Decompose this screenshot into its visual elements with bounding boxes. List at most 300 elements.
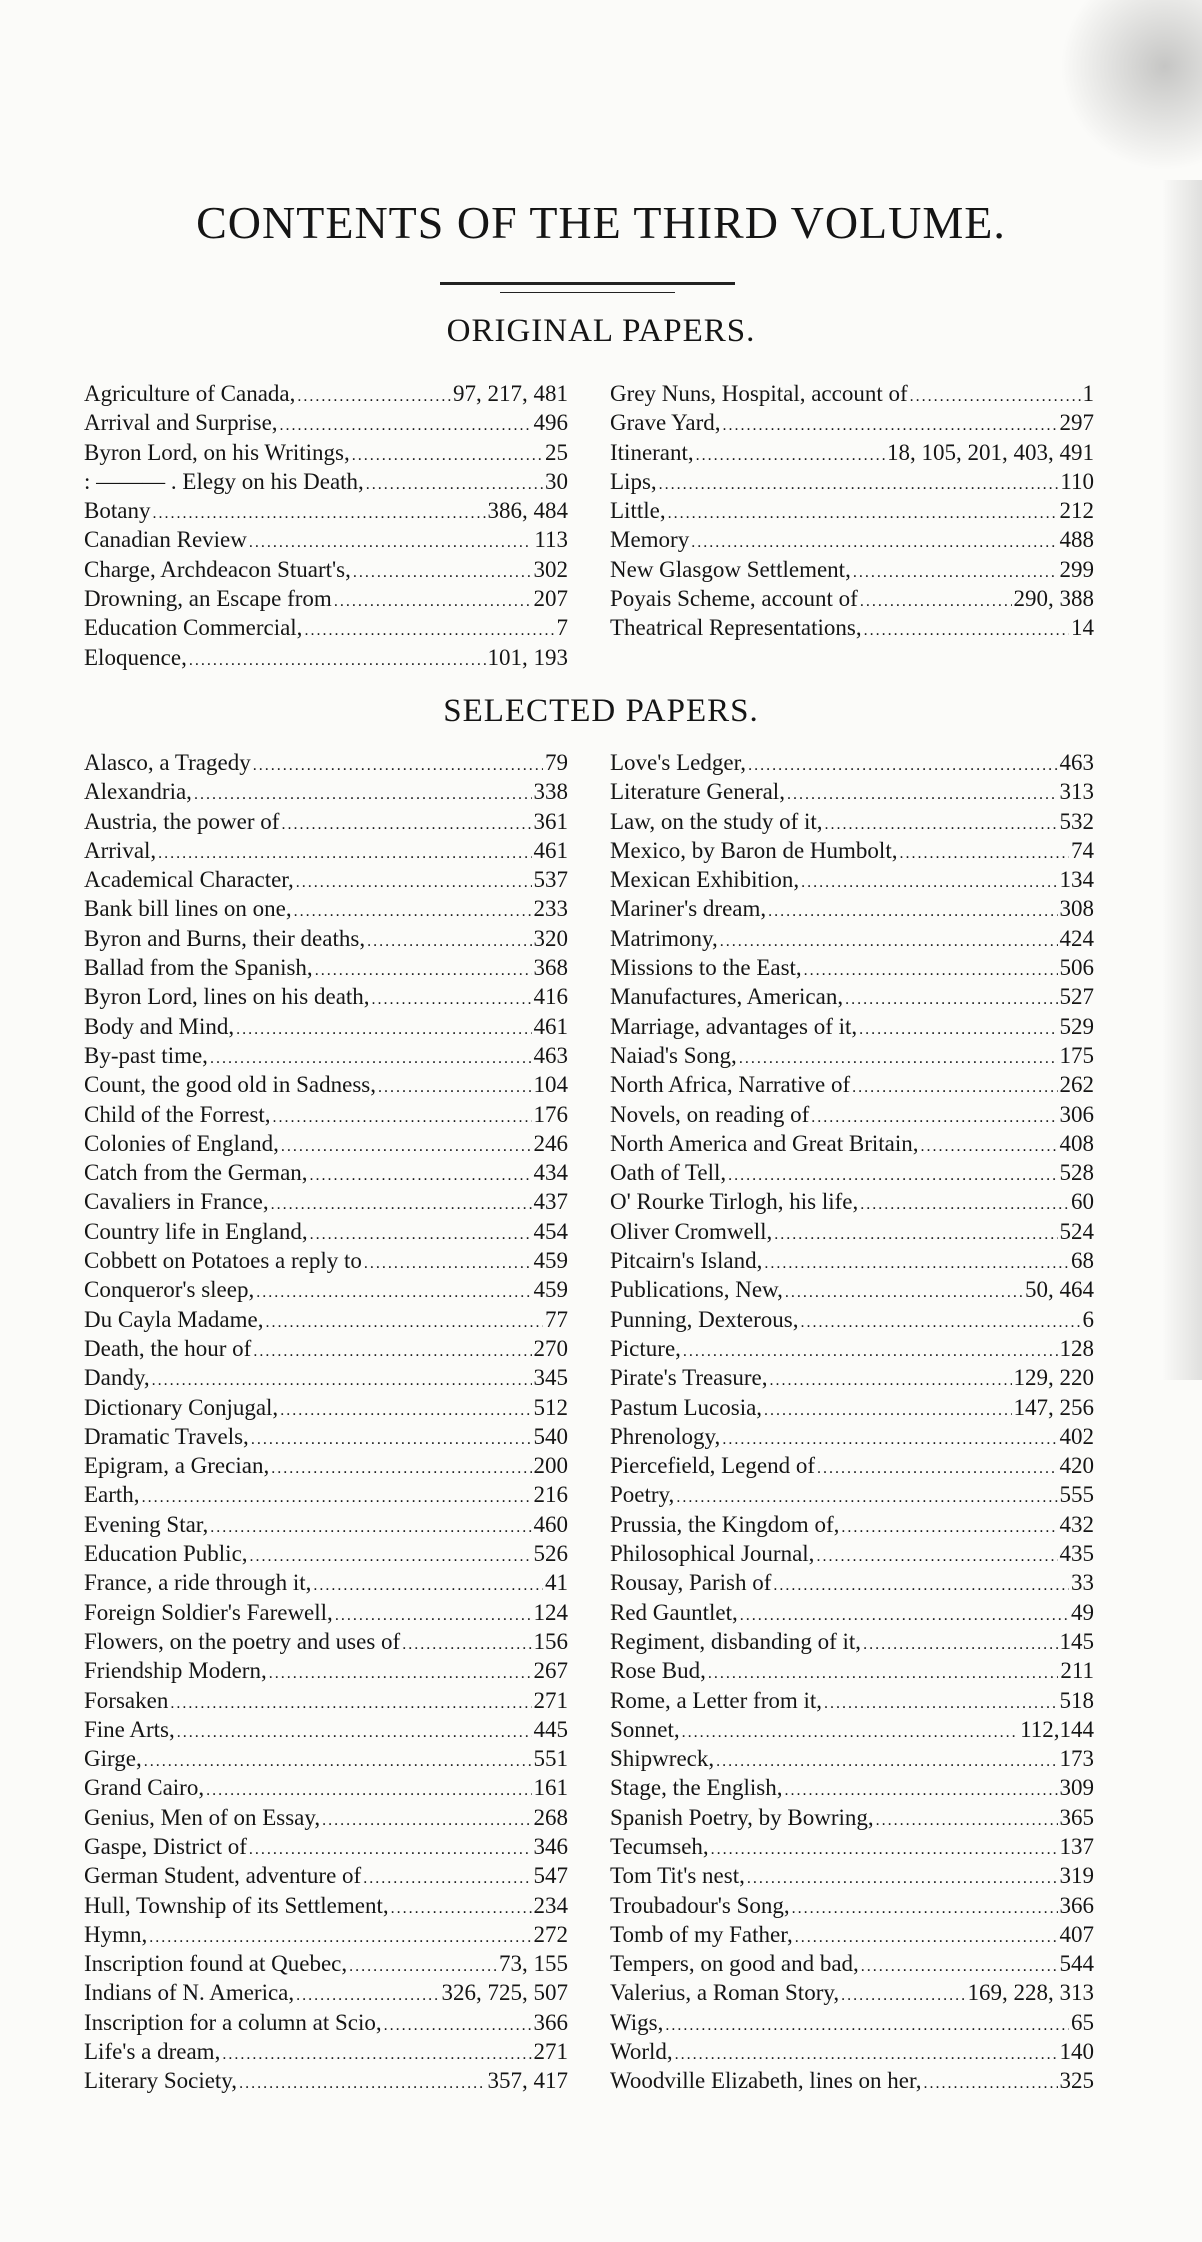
entry-pages: 25 — [545, 439, 568, 465]
dot-leader — [668, 499, 1058, 525]
dot-leader — [811, 1103, 1057, 1129]
entry-pages: 128 — [1059, 1335, 1094, 1361]
entry-pages: 437 — [533, 1189, 568, 1215]
toc-entry — [84, 982, 568, 1011]
toc-entry — [610, 1275, 1094, 1304]
entry-pages: 302 — [533, 556, 568, 582]
entry-pages: 212 — [1059, 498, 1094, 524]
entry-title: Hull, Township of its Settlement, — [84, 1892, 389, 1918]
toc-entry — [610, 1539, 1094, 1568]
entry-pages: 463 — [1059, 750, 1094, 775]
entry-title: Tempers, on good and bad, — [610, 1951, 859, 1977]
entry-pages: 424 — [1059, 925, 1094, 951]
toc-entry — [610, 2037, 1094, 2066]
entry-pages: 407 — [1059, 1921, 1094, 1947]
dot-leader — [170, 1689, 531, 1715]
entry-pages: 488 — [1059, 527, 1094, 553]
entry-title: Inscription for a column at Scio, — [84, 2009, 382, 2035]
entry-pages: 79 — [545, 750, 568, 775]
entry-title: Philosophical Journal, — [610, 1541, 815, 1567]
toc-entry — [610, 1246, 1094, 1275]
page-stain — [1052, 0, 1202, 190]
dot-leader — [310, 1220, 532, 1246]
toc-entry — [610, 496, 1094, 525]
dot-leader — [144, 1747, 532, 1773]
toc-entry — [84, 1451, 568, 1480]
entry-pages: 200 — [533, 1453, 568, 1479]
dot-leader — [281, 1132, 532, 1158]
toc-entry — [84, 1393, 568, 1422]
entry-pages: 68 — [1071, 1248, 1094, 1274]
entry-title: Theatrical Representations, — [610, 615, 862, 641]
entry-pages: 147, 256 — [1013, 1394, 1094, 1420]
page-title: CONTENTS OF THE THIRD VOLUME. — [196, 197, 1006, 248]
entry-pages: 313 — [1059, 779, 1094, 805]
entry-pages: 140 — [1059, 2039, 1094, 2065]
toc-entry — [610, 1949, 1094, 1978]
toc-entry — [610, 1568, 1094, 1597]
toc-entry — [84, 1568, 568, 1597]
entry-title: Troubadour's Song, — [610, 1892, 790, 1918]
entry-title: Piercefield, Legend of — [610, 1453, 815, 1479]
entry-pages: 73, 155 — [499, 1951, 568, 1977]
dot-leader — [315, 956, 532, 982]
entry-pages: 77 — [545, 1306, 568, 1332]
toc-entry — [84, 1246, 568, 1275]
entry-title: Country life in England, — [84, 1218, 308, 1244]
entry-title: Oliver Cromwell, — [610, 1218, 773, 1244]
toc-entry — [84, 807, 568, 836]
toc-entry — [84, 1129, 568, 1158]
toc-entry — [84, 1510, 568, 1539]
toc-entry — [84, 865, 568, 894]
toc-entry — [610, 555, 1094, 584]
entry-title: Manufactures, American, — [610, 984, 844, 1010]
entry-pages: 30 — [545, 468, 568, 494]
entry-pages: 309 — [1059, 1775, 1094, 1801]
toc-entry — [84, 1100, 568, 1129]
dot-leader — [859, 1015, 1057, 1041]
entry-title: Mexico, by Baron de Humbolt, — [610, 837, 898, 863]
dot-leader — [824, 1689, 1057, 1715]
entry-title: Dramatic Travels, — [84, 1423, 249, 1449]
entry-title: Earth, — [84, 1482, 140, 1508]
toc-entry — [610, 1627, 1094, 1656]
toc-entry — [84, 953, 568, 982]
entry-title: Missions to the East, — [610, 955, 802, 981]
entry-title: Mariner's dream, — [610, 896, 767, 922]
entry-pages: 366 — [1059, 1892, 1094, 1918]
entry-pages: 506 — [1059, 955, 1094, 981]
entry-pages: 268 — [533, 1804, 568, 1830]
entry-title: Picture, — [610, 1335, 681, 1361]
entry-title: Count, the good old in Sadness, — [84, 1072, 376, 1098]
dot-leader — [334, 587, 532, 613]
toc-entry — [84, 1422, 568, 1451]
entry-title: Law, on the study of it, — [610, 808, 823, 834]
toc-entry — [610, 1100, 1094, 1129]
entry-pages: 233 — [533, 896, 568, 922]
toc-entry — [84, 643, 568, 672]
dot-leader — [304, 616, 554, 642]
selected-papers-left-column — [84, 748, 568, 2096]
dot-leader — [152, 1366, 532, 1392]
toc-entry — [84, 1305, 568, 1334]
dot-leader — [841, 1513, 1057, 1539]
dot-leader — [720, 927, 1058, 953]
entry-title: Child of the Forrest, — [84, 1101, 271, 1127]
entry-pages: 320 — [533, 925, 568, 951]
entry-title: Byron Lord, on his Writings, — [84, 439, 350, 465]
toc-entry — [84, 894, 568, 923]
dot-leader — [910, 382, 1081, 408]
entry-title: Drowning, an Escape from — [84, 586, 332, 612]
entry-pages: 7 — [556, 615, 568, 641]
entry-title: Pirate's Treasure, — [610, 1365, 768, 1391]
toc-entry — [610, 1803, 1094, 1832]
entry-pages: 544 — [1059, 1951, 1094, 1977]
toc-entry — [610, 982, 1094, 1011]
dot-leader — [271, 1454, 531, 1480]
toc-entry — [84, 1949, 568, 1978]
toc-entry — [610, 748, 1094, 777]
dot-leader — [189, 646, 486, 672]
dot-leader — [817, 1454, 1058, 1480]
entry-title: Cobbett on Potatoes a reply to — [84, 1248, 362, 1274]
toc-entry — [84, 1832, 568, 1861]
entry-pages: 6 — [1082, 1306, 1094, 1332]
entry-pages: 74 — [1071, 837, 1094, 863]
dot-leader — [764, 1396, 1011, 1422]
entry-title: Mexican Exhibition, — [610, 867, 800, 893]
entry-pages: 319 — [1059, 1863, 1094, 1889]
entry-pages: 526 — [533, 1541, 568, 1567]
dot-leader — [296, 868, 532, 894]
entry-pages: 454 — [533, 1218, 568, 1244]
entry-pages: 97, 217, 481 — [453, 381, 568, 406]
entry-title: Poetry, — [610, 1482, 675, 1508]
entry-title: Spanish Poetry, by Bowring, — [610, 1804, 874, 1830]
entry-title: Inscription found at Quebec, — [84, 1951, 348, 1977]
toc-entry — [84, 408, 568, 437]
original-papers-heading: ORIGINAL PAPERS. — [446, 313, 756, 349]
toc-entry — [610, 1891, 1094, 1920]
entry-title: Canadian Review — [84, 527, 247, 553]
toc-entry — [610, 1363, 1094, 1392]
entry-pages: 104 — [533, 1072, 568, 1098]
entry-title: Grave Yard, — [610, 410, 721, 436]
entry-title: Little, — [610, 498, 666, 524]
dot-leader — [366, 470, 543, 496]
entry-pages: 216 — [533, 1482, 568, 1508]
entry-title: Agriculture of Canada, — [84, 381, 296, 406]
entry-title: Rose Bud, — [610, 1658, 706, 1684]
entry-title: Cavaliers in France, — [84, 1189, 269, 1215]
entry-pages: 272 — [533, 1921, 568, 1947]
toc-entry — [610, 525, 1094, 554]
entry-pages: 299 — [1059, 556, 1094, 582]
dot-leader — [800, 1308, 1080, 1334]
dot-leader — [739, 1044, 1058, 1070]
entry-pages: 366 — [533, 2009, 568, 2035]
entry-pages: 416 — [533, 984, 568, 1010]
entry-pages: 361 — [533, 808, 568, 834]
entry-title: Eloquence, — [84, 644, 187, 670]
dot-leader — [152, 499, 485, 525]
entry-pages: 459 — [533, 1248, 568, 1274]
entry-pages: 434 — [533, 1160, 568, 1186]
entry-title: Literary Society, — [84, 2068, 238, 2094]
entry-title: Education Commercial, — [84, 615, 303, 641]
toc-entry — [610, 1686, 1094, 1715]
dot-leader — [764, 1249, 1069, 1275]
dot-leader — [296, 1981, 439, 2007]
toc-entry — [610, 894, 1094, 923]
entry-pages: 297 — [1059, 410, 1094, 436]
dot-leader — [353, 558, 532, 584]
dot-leader — [142, 1483, 532, 1509]
toc-entry — [610, 1978, 1094, 2007]
entry-pages: 173 — [1059, 1746, 1094, 1772]
entry-title: Hymn, — [84, 1921, 148, 1947]
toc-entry — [84, 1334, 568, 1363]
entry-title: Death, the hour of — [84, 1335, 252, 1361]
toc-entry — [84, 438, 568, 467]
toc-entry — [84, 467, 568, 496]
entry-pages: 402 — [1059, 1423, 1094, 1449]
entry-pages: 271 — [533, 1687, 568, 1713]
entry-title: Genius, Men of on Essay, — [84, 1804, 321, 1830]
dot-leader — [691, 528, 1057, 554]
dot-leader — [816, 1542, 1057, 1568]
toc-entry — [84, 1627, 568, 1656]
dot-leader — [251, 1425, 532, 1451]
toc-entry — [84, 1686, 568, 1715]
dot-leader — [210, 1044, 532, 1070]
toc-entry — [84, 2008, 568, 2037]
entry-pages: 306 — [1059, 1101, 1094, 1127]
entry-title: Tom Tit's nest, — [610, 1863, 745, 1889]
dot-leader — [676, 1483, 1057, 1509]
dot-leader — [923, 2069, 1057, 2095]
entry-title: Alasco, a Tragedy — [84, 750, 251, 775]
dot-leader — [876, 1806, 1058, 1832]
dot-leader — [271, 1190, 532, 1216]
toc-entry — [610, 408, 1094, 437]
entry-title: Shipwreck, — [610, 1746, 715, 1772]
toc-entry — [610, 2008, 1094, 2037]
entry-pages: 145 — [1059, 1628, 1094, 1654]
dot-leader — [253, 751, 543, 777]
toc-entry — [610, 1744, 1094, 1773]
entry-pages: 175 — [1059, 1042, 1094, 1068]
toc-entry — [84, 379, 568, 408]
entry-title: Epigram, a Grecian, — [84, 1453, 270, 1479]
dot-leader — [774, 1220, 1057, 1246]
toc-entry — [610, 1451, 1094, 1480]
dot-leader — [194, 780, 532, 806]
entry-title: Byron and Burns, their deaths, — [84, 925, 366, 951]
toc-entry — [610, 777, 1094, 806]
dot-leader — [239, 2069, 485, 2095]
dot-leader — [256, 1278, 531, 1304]
entry-title: Fine Arts, — [84, 1716, 175, 1742]
entry-pages: 524 — [1059, 1218, 1094, 1244]
entry-title: North Africa, Narrative of — [610, 1072, 851, 1098]
toc-entry — [610, 924, 1094, 953]
dot-leader — [250, 1542, 532, 1568]
toc-entry — [84, 1041, 568, 1070]
entry-title: Byron Lord, lines on his death, — [84, 984, 370, 1010]
entry-title: Austria, the power of — [84, 808, 280, 834]
entry-title: Academical Character, — [84, 867, 294, 893]
toc-entry — [610, 613, 1094, 642]
dot-leader — [723, 411, 1058, 437]
entry-pages: 338 — [533, 779, 568, 805]
dot-leader — [825, 810, 1058, 836]
entry-title: Girge, — [84, 1746, 142, 1772]
toc-entry — [84, 1187, 568, 1216]
toc-entry — [84, 1480, 568, 1509]
entry-title: Foreign Soldier's Farewell, — [84, 1599, 333, 1625]
dot-leader — [773, 1571, 1069, 1597]
dot-leader — [747, 1864, 1058, 1890]
entry-pages: 435 — [1059, 1541, 1094, 1567]
dot-leader — [787, 780, 1058, 806]
entry-title: North America and Great Britain, — [610, 1130, 919, 1156]
entry-pages: 18, 105, 201, 403, 491 — [887, 439, 1094, 465]
dot-leader — [280, 411, 532, 437]
toc-entry — [84, 1715, 568, 1744]
dot-leader — [841, 1981, 965, 2007]
dot-leader — [728, 1161, 1057, 1187]
dot-leader — [899, 839, 1069, 865]
entry-pages: 368 — [533, 955, 568, 981]
toc-entry — [84, 1217, 568, 1246]
entry-pages: 529 — [1059, 1013, 1094, 1039]
dot-leader — [249, 1835, 532, 1861]
dot-leader — [853, 558, 1058, 584]
dot-leader — [708, 1659, 1059, 1685]
toc-entry — [610, 438, 1094, 467]
entry-title: Stage, the English, — [610, 1775, 783, 1801]
entry-title: Grey Nuns, Hospital, account of — [610, 381, 908, 406]
entry-pages: 134 — [1059, 867, 1094, 893]
entry-pages: 211 — [1060, 1658, 1094, 1684]
toc-entry — [84, 613, 568, 642]
toc-entry — [84, 836, 568, 865]
toc-entry — [84, 1744, 568, 1773]
entry-pages: 459 — [533, 1277, 568, 1303]
dot-leader — [785, 1278, 1023, 1304]
entry-pages: 555 — [1059, 1482, 1094, 1508]
entry-title: Arrival and Surprise, — [84, 410, 278, 436]
entry-title: Gaspe, District of — [84, 1833, 247, 1859]
original-papers-right-column — [610, 379, 1094, 643]
entry-pages: 408 — [1059, 1130, 1094, 1156]
entry-pages: 326, 725, 507 — [441, 1980, 568, 2006]
entry-title: Bank bill lines on one, — [84, 896, 292, 922]
entry-pages: 65 — [1071, 2009, 1094, 2035]
entry-pages: 110 — [1060, 468, 1094, 494]
entry-title: Flowers, on the poetry and uses of — [84, 1628, 401, 1654]
entry-title: Dictionary Conjugal, — [84, 1394, 279, 1420]
dot-leader — [269, 1659, 532, 1685]
toc-entry — [84, 1861, 568, 1890]
entry-pages: 528 — [1059, 1160, 1094, 1186]
dot-leader — [335, 1601, 532, 1627]
toc-entry — [610, 1187, 1094, 1216]
toc-entry — [84, 748, 568, 777]
dot-leader — [768, 897, 1057, 923]
toc-entry — [610, 1510, 1094, 1539]
toc-entry — [84, 1070, 568, 1099]
toc-entry — [84, 1891, 568, 1920]
entry-pages: 234 — [533, 1892, 568, 1918]
dot-leader — [378, 1073, 532, 1099]
dot-leader — [281, 810, 531, 836]
toc-entry — [610, 1656, 1094, 1685]
entry-pages: 246 — [533, 1130, 568, 1156]
dot-leader — [748, 751, 1057, 777]
dot-leader — [206, 1776, 531, 1802]
entry-pages: 161 — [533, 1775, 568, 1801]
toc-entry — [84, 1598, 568, 1627]
toc-entry — [610, 1861, 1094, 1890]
dot-leader — [863, 1630, 1057, 1656]
dot-leader — [210, 1513, 531, 1539]
entry-pages: 527 — [1059, 984, 1094, 1010]
toc-entry — [610, 953, 1094, 982]
toc-entry — [610, 379, 1094, 408]
dot-leader — [920, 1132, 1057, 1158]
title-rule-thick — [440, 282, 735, 285]
toc-entry — [610, 1012, 1094, 1041]
toc-entry — [610, 2066, 1094, 2095]
toc-entry — [84, 924, 568, 953]
entry-pages: 461 — [533, 1013, 568, 1039]
entry-title: Red Gauntlet, — [610, 1599, 738, 1625]
entry-pages: 1 — [1082, 381, 1094, 406]
dot-leader — [384, 2011, 532, 2037]
entry-title: Novels, on reading of — [610, 1101, 810, 1127]
dot-leader — [852, 1073, 1057, 1099]
dot-leader — [249, 528, 532, 554]
toc-entry — [610, 1129, 1094, 1158]
toc-entry — [610, 584, 1094, 613]
entry-title: Memory — [610, 527, 690, 553]
entry-title: Pastum Lucosia, — [610, 1394, 763, 1420]
dot-leader — [740, 1601, 1069, 1627]
entry-title: Alexandria, — [84, 779, 192, 805]
dot-leader — [236, 1015, 531, 1041]
dot-leader — [682, 1718, 1018, 1744]
dot-leader — [675, 2040, 1058, 2066]
dot-leader — [683, 1337, 1058, 1363]
entry-pages: 551 — [533, 1746, 568, 1772]
dot-leader — [294, 897, 532, 923]
entry-title: Body and Mind, — [84, 1013, 235, 1039]
entry-pages: 512 — [533, 1394, 568, 1420]
entry-pages: 14 — [1071, 615, 1094, 641]
entry-pages: 113 — [534, 527, 568, 553]
dot-leader — [861, 1952, 1058, 1978]
title-rule-thin — [500, 292, 675, 293]
entry-pages: 537 — [533, 867, 568, 893]
toc-entry — [84, 496, 568, 525]
dot-leader — [864, 616, 1069, 642]
entry-pages: 176 — [533, 1101, 568, 1127]
